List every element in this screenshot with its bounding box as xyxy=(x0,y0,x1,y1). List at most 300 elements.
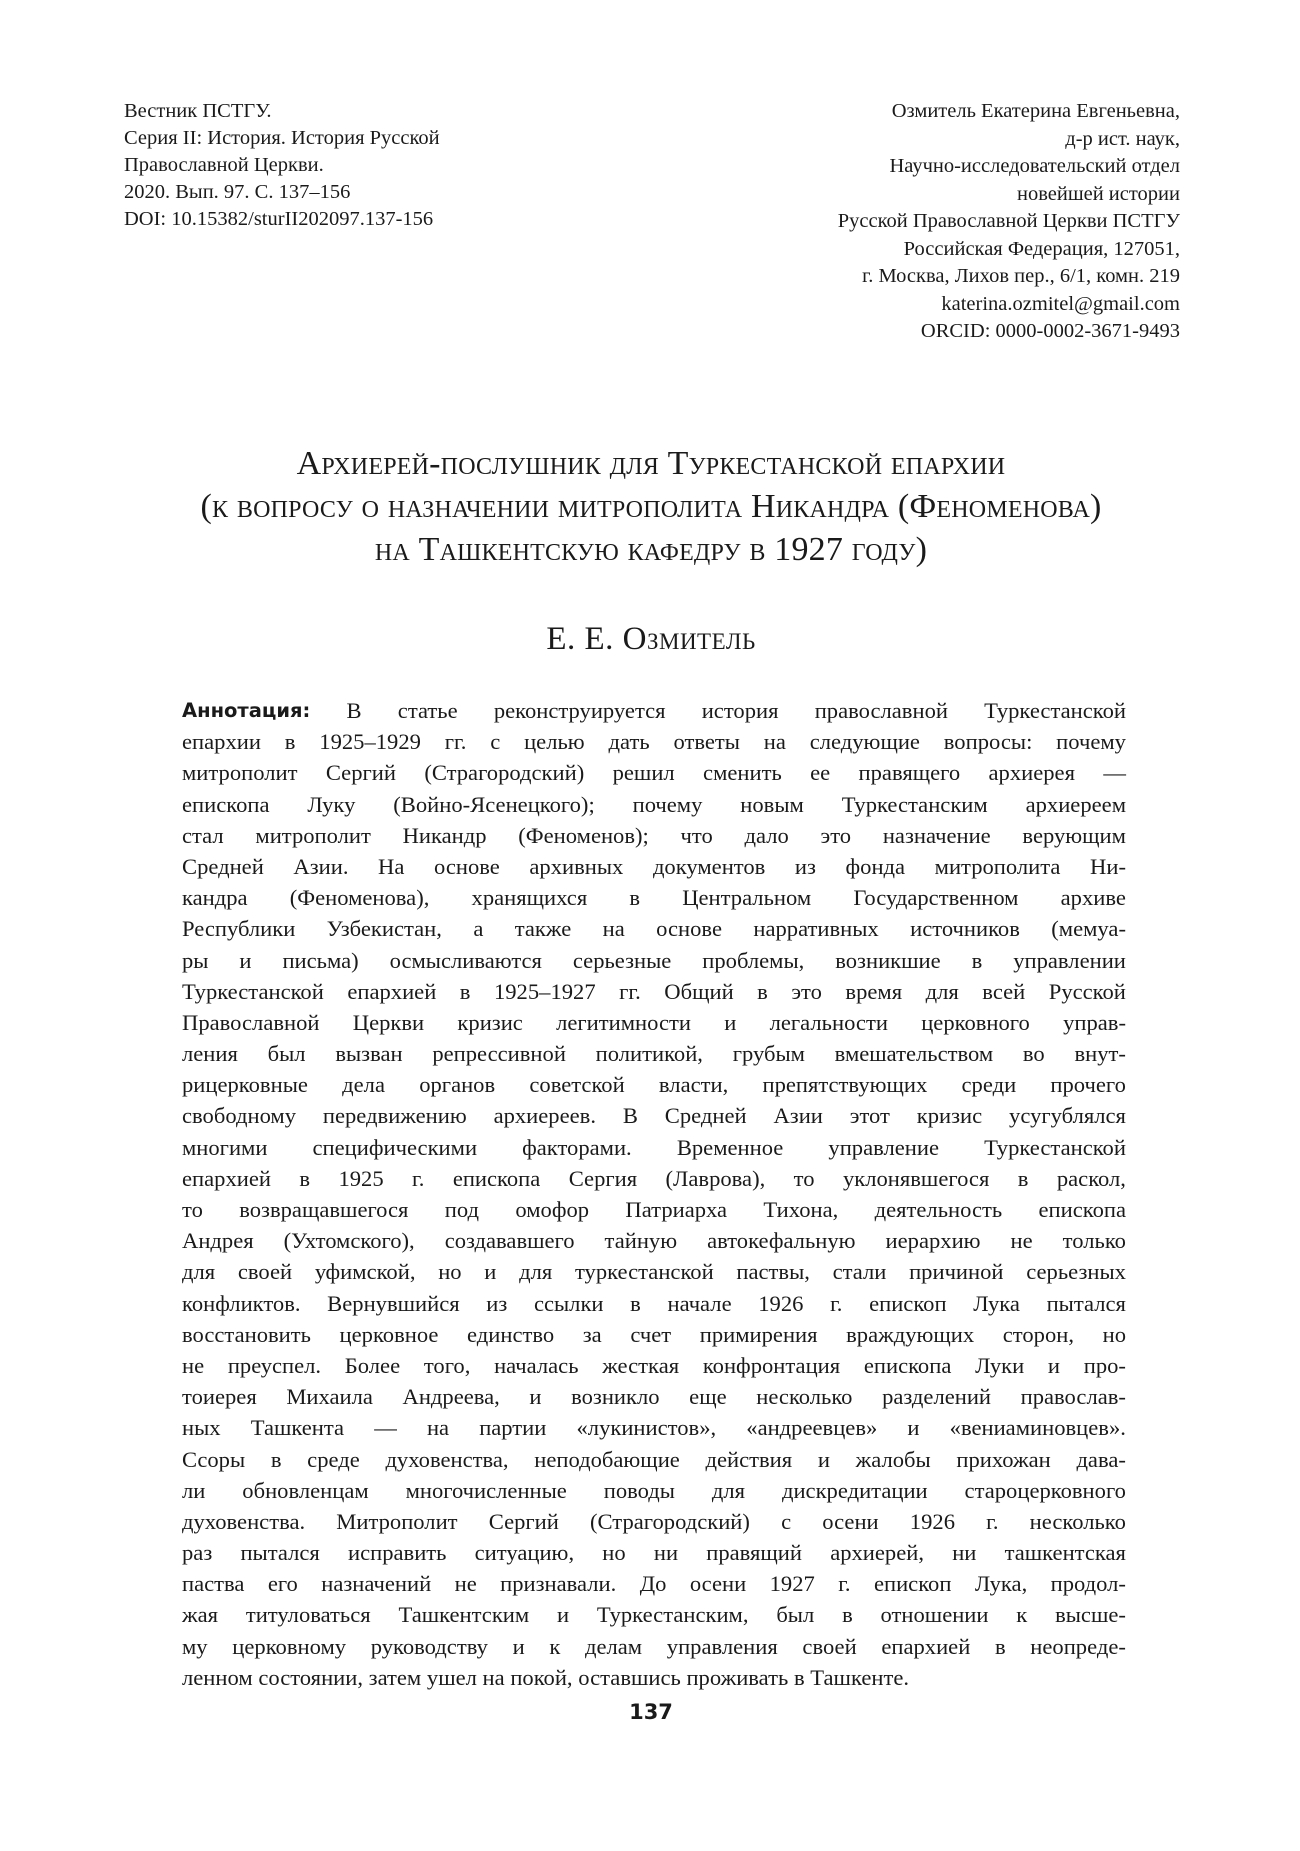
abstract-line xyxy=(182,1163,1126,1194)
abstract-word: поводы xyxy=(603,1477,675,1503)
abstract-word: Туркестанской xyxy=(984,1134,1126,1160)
abstract-word: ры xyxy=(182,947,209,973)
abstract-word: Азии. xyxy=(293,853,349,879)
abstract-word: управление xyxy=(828,1134,940,1160)
abstract-word: также xyxy=(514,916,572,942)
abstract-word: а xyxy=(473,916,484,942)
abstract-word: вмешательством xyxy=(834,1041,994,1067)
abstract-word: в xyxy=(842,1602,853,1628)
abstract-word: высше- xyxy=(1055,1602,1126,1628)
abstract-word: передвижению xyxy=(322,1103,467,1129)
abstract-word: управлении xyxy=(1013,947,1126,973)
abstract-line xyxy=(182,1537,1126,1568)
abstract-word: епископа xyxy=(863,1352,952,1378)
abstract-word: началась xyxy=(494,1352,579,1378)
abstract-word: из xyxy=(794,853,816,879)
abstract-word: му xyxy=(182,1633,208,1659)
abstract-word: проживать xyxy=(686,1664,789,1690)
abstract-word: Общий xyxy=(664,978,734,1004)
abstract-word: делам xyxy=(584,1633,643,1659)
abstract-word: но xyxy=(438,1259,462,1285)
abstract-line xyxy=(182,1444,1126,1475)
abstract-word: ситуацию, xyxy=(474,1540,575,1566)
abstract-word: «вениаминовцев». xyxy=(949,1415,1126,1441)
abstract-word: возникло xyxy=(571,1384,660,1410)
abstract-word: епископа xyxy=(182,791,270,817)
abstract-word: восстановить xyxy=(182,1321,311,1347)
abstract-word: легитимности xyxy=(556,1009,691,1035)
abstract-word: архивных xyxy=(529,853,624,879)
abstract-word: Азии xyxy=(773,1103,823,1129)
abstract-word: 1925 xyxy=(338,1165,384,1191)
abstract-word: дать xyxy=(608,729,650,755)
abstract-word: грубым xyxy=(732,1041,805,1067)
abstract-line xyxy=(182,1662,1126,1693)
abstract-word: Лука, xyxy=(974,1571,1028,1597)
abstract-word: Средней xyxy=(664,1103,747,1129)
abstract-word: «андреевцев» xyxy=(746,1415,878,1441)
abstract-word: Туркестанским xyxy=(841,791,988,817)
abstract-word: возникшие xyxy=(835,947,941,973)
abstract-word: (Феноменов); xyxy=(518,822,649,848)
abstract-word: Ссоры xyxy=(182,1446,246,1472)
abstract-word: проблемы, xyxy=(702,947,805,973)
abstract-word: управ- xyxy=(1063,1009,1126,1035)
abstract-word: кризис xyxy=(457,1009,523,1035)
abstract-word: репрессивной xyxy=(432,1041,566,1067)
abstract-word: почему xyxy=(632,791,703,817)
abstract-word: — xyxy=(374,1415,397,1441)
abstract-word: не xyxy=(1010,1228,1033,1254)
abstract-line xyxy=(182,1132,1126,1163)
abstract-line xyxy=(182,1100,1126,1131)
abstract-word: оставшись xyxy=(578,1664,681,1690)
abstract-word: ее xyxy=(810,760,831,786)
abstract-word: несколько xyxy=(1029,1508,1126,1534)
abstract-word: Православной xyxy=(182,1009,320,1035)
abstract-word: ушел xyxy=(426,1664,477,1690)
abstract-word: но xyxy=(1102,1321,1126,1347)
abstract-word: Никандр xyxy=(402,822,487,848)
abstract-word: то xyxy=(793,1165,815,1191)
abstract-word: (Ухтомского), xyxy=(283,1228,415,1254)
abstract-word: сторон, xyxy=(1002,1321,1075,1347)
article-author: Е. Е. Озмитель xyxy=(546,621,756,657)
abstract-line xyxy=(182,1319,1126,1350)
abstract-word: свободному xyxy=(182,1103,297,1129)
title-line: (к вопросу о назначении митрополита Никандра (Феноменова) xyxy=(200,488,1102,525)
abstract-word: архиереем xyxy=(1025,791,1126,817)
abstract-word: ни xyxy=(952,1540,977,1566)
abstract-word: Республики xyxy=(182,916,296,942)
abstract-word: митрополит xyxy=(255,822,371,848)
abstract-word: «лукинистов», xyxy=(576,1415,717,1441)
abstract-word: Средней xyxy=(182,853,264,879)
abstract-word: Туркестанским, xyxy=(596,1602,749,1628)
abstract-word: конфронтация xyxy=(702,1352,841,1378)
abstract-word: ления xyxy=(182,1041,238,1067)
abstract-word: дава- xyxy=(1076,1446,1126,1472)
abstract-line xyxy=(182,1007,1126,1038)
abstract-line xyxy=(182,1506,1126,1537)
abstract-word: новым xyxy=(740,791,804,817)
abstract-line xyxy=(182,976,1126,1007)
abstract-word: омофор xyxy=(515,1197,590,1222)
abstract-word: Узбекистан, xyxy=(326,916,442,942)
abstract-word: рицерковные xyxy=(182,1072,308,1098)
abstract-word: препятствующих xyxy=(762,1072,928,1098)
abstract-word: внут- xyxy=(1074,1041,1126,1067)
abstract-word: серьезных xyxy=(1026,1259,1126,1285)
abstract-word: специфическими xyxy=(312,1134,478,1160)
abstract-word: продол- xyxy=(1050,1571,1126,1597)
author-email[interactable]: katerina.ozmitel@gmail.com xyxy=(941,292,1180,315)
abstract-word: документов xyxy=(652,853,766,879)
abstract-word: несколько xyxy=(756,1384,853,1410)
abstract-word: в xyxy=(1017,1165,1029,1191)
abstract-line xyxy=(182,789,1126,820)
abstract-word: с xyxy=(490,729,501,755)
abstract-word: фонда xyxy=(845,853,906,879)
author-orcid: ORCID: 0000-0002-3671-9493 xyxy=(920,320,1180,342)
abstract-word: дискредитации xyxy=(781,1477,928,1503)
abstract-word: духовенства. xyxy=(182,1508,306,1534)
abstract-word: тайную xyxy=(604,1228,678,1254)
abstract-word: архиерея xyxy=(988,760,1075,786)
abstract-word: легальности xyxy=(769,1009,888,1035)
abstract-word: пытался xyxy=(240,1540,320,1566)
abstract-word: Центральном xyxy=(682,885,812,911)
abstract-word: что xyxy=(680,822,713,848)
abstract-line xyxy=(182,913,1126,944)
abstract-word: кризис xyxy=(916,1103,983,1129)
abstract-word: кандра xyxy=(182,885,248,911)
abstract-word: (Страгородский) xyxy=(590,1508,750,1534)
abstract-word: неопреде- xyxy=(1030,1633,1126,1659)
abstract-word: Более xyxy=(344,1352,401,1378)
author-affiliation-line: новейшей истории xyxy=(1016,182,1180,205)
abstract-word: титуловаться xyxy=(245,1602,371,1628)
abstract-word: (Страгородский) xyxy=(424,760,585,786)
abstract-word: руководству xyxy=(370,1633,488,1659)
abstract-word: для xyxy=(519,1259,553,1285)
abstract-word: только xyxy=(1062,1228,1126,1254)
abstract-word: г. xyxy=(830,1290,843,1316)
abstract-word: г. xyxy=(412,1165,425,1191)
abstract-word: Сергий xyxy=(488,1508,559,1534)
abstract-word: решил xyxy=(612,760,675,786)
author-address-line: Российская Федерация, 127051, xyxy=(903,237,1180,260)
abstract-word: отношении xyxy=(880,1602,989,1628)
abstract-word: среде xyxy=(307,1446,360,1472)
journal-line: Серия II: История. История Русской xyxy=(124,127,440,149)
abstract-word: ссылки xyxy=(533,1290,604,1316)
abstract-word: следующие xyxy=(809,729,920,755)
author-degree: д-р ист. наук, xyxy=(1065,127,1180,150)
abstract-word: создававшего xyxy=(444,1228,575,1254)
abstract-word: г. xyxy=(986,1508,999,1534)
abstract-word: Андреева, xyxy=(402,1384,500,1410)
abstract-word: на xyxy=(426,1415,450,1441)
abstract-word: г. xyxy=(838,1571,851,1597)
abstract-word: своей xyxy=(237,1259,293,1285)
abstract-word: духовенства, xyxy=(385,1446,509,1472)
abstract-word: многими xyxy=(182,1134,268,1160)
abstract-word: ответы xyxy=(673,729,740,755)
abstract-word: органов xyxy=(419,1072,496,1098)
abstract-line xyxy=(182,757,1126,788)
abstract-word: его xyxy=(267,1571,298,1597)
abstract-word: этот xyxy=(849,1103,890,1129)
abstract-word: (Феноменова), xyxy=(289,885,430,911)
abstract-line xyxy=(182,1288,1126,1319)
abstract-word: счет xyxy=(630,1321,672,1347)
abstract-word: епископа xyxy=(1038,1197,1126,1222)
abstract-word: под xyxy=(444,1197,480,1222)
journal-doi: DOI: 10.15382/sturII202097.137-156 xyxy=(124,208,434,230)
abstract-word: епископ xyxy=(873,1571,952,1597)
author-info xyxy=(690,98,1180,346)
abstract-word: архиве xyxy=(1060,885,1126,911)
abstract-word: Временное xyxy=(676,1134,784,1160)
abstract-word: ных xyxy=(182,1415,221,1441)
abstract-word: Митрополит xyxy=(336,1508,458,1534)
abstract-word: в xyxy=(793,1664,805,1690)
abstract-word: в xyxy=(629,885,641,911)
abstract-word: среди xyxy=(961,1072,1017,1098)
abstract-word: прихожан xyxy=(956,1446,1051,1472)
abstract-word: Русской xyxy=(1048,978,1126,1004)
abstract-word: (Лаврова), xyxy=(665,1165,766,1191)
abstract-word: ленном xyxy=(182,1664,253,1690)
abstract-word: исправить xyxy=(347,1540,447,1566)
abstract-word: основе xyxy=(433,853,500,879)
abstract-line xyxy=(182,1069,1126,1100)
journal-line: 2020. Вып. 97. С. 137–156 xyxy=(124,181,351,203)
abstract-word: признавали. xyxy=(500,1571,617,1597)
abstract-word: был xyxy=(776,1602,815,1628)
abstract-word: управления xyxy=(666,1633,778,1659)
abstract-word: стал xyxy=(182,822,224,848)
abstract-word: 1925–1927 xyxy=(493,978,596,1004)
abstract-word: это xyxy=(791,978,822,1004)
abstract-word: причиной xyxy=(909,1259,1004,1285)
abstract-word: преуспел. xyxy=(227,1352,322,1378)
abstract-word: многочисленные xyxy=(405,1477,567,1503)
abstract-word: иерархию xyxy=(885,1228,981,1254)
abstract-word: осмысливаются xyxy=(389,947,542,973)
abstract-word: враждующих xyxy=(846,1321,975,1347)
abstract-word: и xyxy=(512,1633,525,1659)
abstract-word: туркестанской xyxy=(574,1259,714,1285)
abstract-word: 1926 xyxy=(758,1290,804,1316)
abstract-word: Ташкента xyxy=(250,1415,345,1441)
abstract-word: конфликтов. xyxy=(182,1290,301,1316)
abstract-word: на xyxy=(763,729,786,755)
abstract-word: всей xyxy=(982,978,1026,1004)
abstract-word: пытался xyxy=(1046,1290,1126,1316)
abstract-word: дало xyxy=(744,822,789,848)
abstract-word: митрополита xyxy=(934,853,1061,879)
abstract-word: факторами. xyxy=(522,1134,632,1160)
abstract-word: состоянии, xyxy=(258,1664,363,1690)
abstract-word: в xyxy=(630,1290,641,1316)
abstract-word: правящий xyxy=(706,1540,802,1566)
abstract-word: реконструируется xyxy=(493,698,666,723)
abstract-word: прочего xyxy=(1050,1072,1126,1098)
abstract-word: Государственном xyxy=(853,885,1019,911)
abstract-word: паствы, xyxy=(736,1259,810,1285)
abstract-word: для xyxy=(182,1259,216,1285)
abstract-word: примирения xyxy=(699,1321,818,1347)
abstract-word: про- xyxy=(1083,1352,1126,1378)
abstract-word: Тихона, xyxy=(763,1197,839,1222)
abstract-word: письма) xyxy=(282,947,359,973)
abstract-word: власти, xyxy=(658,1072,729,1098)
abstract-word: целью xyxy=(524,729,585,755)
abstract-word: дела xyxy=(342,1072,385,1098)
abstract-word: верующим xyxy=(1022,822,1126,848)
abstract-word: Ни- xyxy=(1090,853,1126,879)
abstract-word: Сергий xyxy=(325,760,396,786)
abstract-word: Лука xyxy=(973,1290,1020,1316)
abstract-word: усугублялся xyxy=(1009,1103,1126,1129)
abstract-word: и xyxy=(557,1602,570,1628)
abstract-word: и xyxy=(724,1009,737,1035)
abstract-line xyxy=(182,820,1126,851)
abstract xyxy=(182,695,1126,1693)
abstract-word: жалобы xyxy=(855,1446,931,1472)
abstract-word: был xyxy=(267,1041,306,1067)
abstract-word: почему xyxy=(1056,729,1126,755)
journal-citation xyxy=(124,98,564,233)
abstract-word: в xyxy=(284,729,296,755)
abstract-word: епархией xyxy=(881,1633,971,1659)
abstract-word: — xyxy=(1103,760,1126,786)
abstract-line xyxy=(182,1350,1126,1381)
abstract-word: статье xyxy=(397,698,458,723)
abstract-word: Михаила xyxy=(286,1384,373,1410)
abstract-word: раз xyxy=(182,1540,213,1566)
abstract-word: затем xyxy=(368,1664,422,1690)
abstract-word: возвращавшегося xyxy=(239,1197,409,1222)
title-line: Архиерей-послушник для Туркестанской епархии xyxy=(296,445,1006,482)
abstract-word: из xyxy=(486,1290,508,1316)
abstract-word: но xyxy=(602,1540,626,1566)
abstract-word: раскол, xyxy=(1056,1165,1126,1191)
abstract-word: гг. xyxy=(444,729,467,755)
abstract-word: еще xyxy=(689,1384,727,1410)
abstract-word: покой, xyxy=(510,1664,573,1690)
journal-line: Вестник ПСТГУ. xyxy=(124,100,272,122)
abstract-word: назначение xyxy=(882,822,991,848)
title-line: на Ташкентскую кафедру в 1927 году) xyxy=(374,531,928,568)
abstract-word: начале xyxy=(667,1290,732,1316)
abstract-line xyxy=(182,882,1126,913)
abstract-word: в xyxy=(459,978,471,1004)
abstract-word: во xyxy=(1022,1041,1045,1067)
abstract-word: Андрея xyxy=(182,1228,254,1254)
abstract-line xyxy=(182,1475,1126,1506)
abstract-word: Вернувшийся xyxy=(327,1290,460,1316)
abstract-word: 1927 xyxy=(769,1571,815,1597)
abstract-word: митрополит xyxy=(182,760,298,786)
abstract-line xyxy=(182,695,1126,726)
abstract-line xyxy=(182,1194,1126,1225)
abstract-word: правящего xyxy=(858,760,961,786)
abstract-word: ни xyxy=(653,1540,679,1566)
abstract-word: на xyxy=(482,1664,505,1690)
abstract-word: назначений xyxy=(321,1571,432,1597)
abstract-word: хранящихся xyxy=(471,885,588,911)
abstract-word: На xyxy=(378,853,405,879)
abstract-word: источников xyxy=(910,916,1020,942)
abstract-word: время xyxy=(845,978,903,1004)
abstract-word: церковное xyxy=(339,1321,439,1347)
abstract-word: (мемуа- xyxy=(1051,916,1126,942)
abstract-word: Луки xyxy=(975,1352,1025,1378)
abstract-word: епископа xyxy=(452,1165,541,1191)
abstract-word: и xyxy=(239,947,252,973)
abstract-word: вызван xyxy=(335,1041,403,1067)
abstract-line xyxy=(182,1631,1126,1662)
abstract-word: то xyxy=(182,1197,203,1222)
abstract-word: Туркестанской xyxy=(182,978,324,1004)
author-address-line: г. Москва, Лихов пер., 6/1, комн. 219 xyxy=(862,265,1180,287)
abstract-word: в xyxy=(994,1633,1006,1659)
abstract-word: в xyxy=(971,947,983,973)
abstract-word: уклонявшегося xyxy=(842,1165,990,1191)
article-title xyxy=(124,442,1178,571)
abstract-word: стали xyxy=(832,1259,887,1285)
abstract-word: единство xyxy=(467,1321,555,1347)
author-affiliation-line: Русской Православной Церкви ПСТГУ xyxy=(837,210,1180,232)
abstract-word: архиерей, xyxy=(830,1540,924,1566)
abstract-label: Аннотация: xyxy=(182,699,311,722)
abstract-word: за xyxy=(582,1321,602,1347)
abstract-line xyxy=(182,1568,1126,1599)
abstract-word: жая xyxy=(182,1602,219,1628)
abstract-word: история xyxy=(701,698,779,723)
journal-line: Православной Церкви. xyxy=(124,154,324,176)
abstract-word: церковного xyxy=(921,1009,1030,1035)
abstract-word: Ташкентским xyxy=(398,1602,530,1628)
abstract-word: и xyxy=(817,1446,830,1472)
abstract-word: Ташкенте. xyxy=(810,1664,910,1690)
abstract-word: партии xyxy=(479,1415,547,1441)
abstract-word: того, xyxy=(423,1352,471,1378)
abstract-line xyxy=(182,1038,1126,1069)
abstract-word: ли xyxy=(182,1477,206,1503)
abstract-word: к xyxy=(549,1633,561,1659)
abstract-word: Туркестанской xyxy=(984,698,1126,723)
abstract-word: Церкви xyxy=(352,1009,425,1035)
abstract-word: в xyxy=(299,1165,311,1191)
author-affiliation-line: Научно-исследовательский отдел xyxy=(889,155,1180,177)
abstract-word: к xyxy=(1016,1602,1028,1628)
abstract-word: паства xyxy=(182,1571,245,1597)
abstract-line xyxy=(182,1381,1126,1412)
abstract-word: уфимской, xyxy=(314,1259,416,1285)
abstract-word: осени xyxy=(822,1508,879,1534)
abstract-word: в xyxy=(757,978,768,1004)
abstract-word: До xyxy=(639,1571,667,1597)
abstract-word: политикой, xyxy=(595,1041,703,1067)
abstract-line xyxy=(182,726,1126,757)
abstract-line xyxy=(182,1412,1126,1443)
abstract-word: не xyxy=(182,1352,205,1378)
abstract-word: Патриарха xyxy=(625,1197,728,1222)
